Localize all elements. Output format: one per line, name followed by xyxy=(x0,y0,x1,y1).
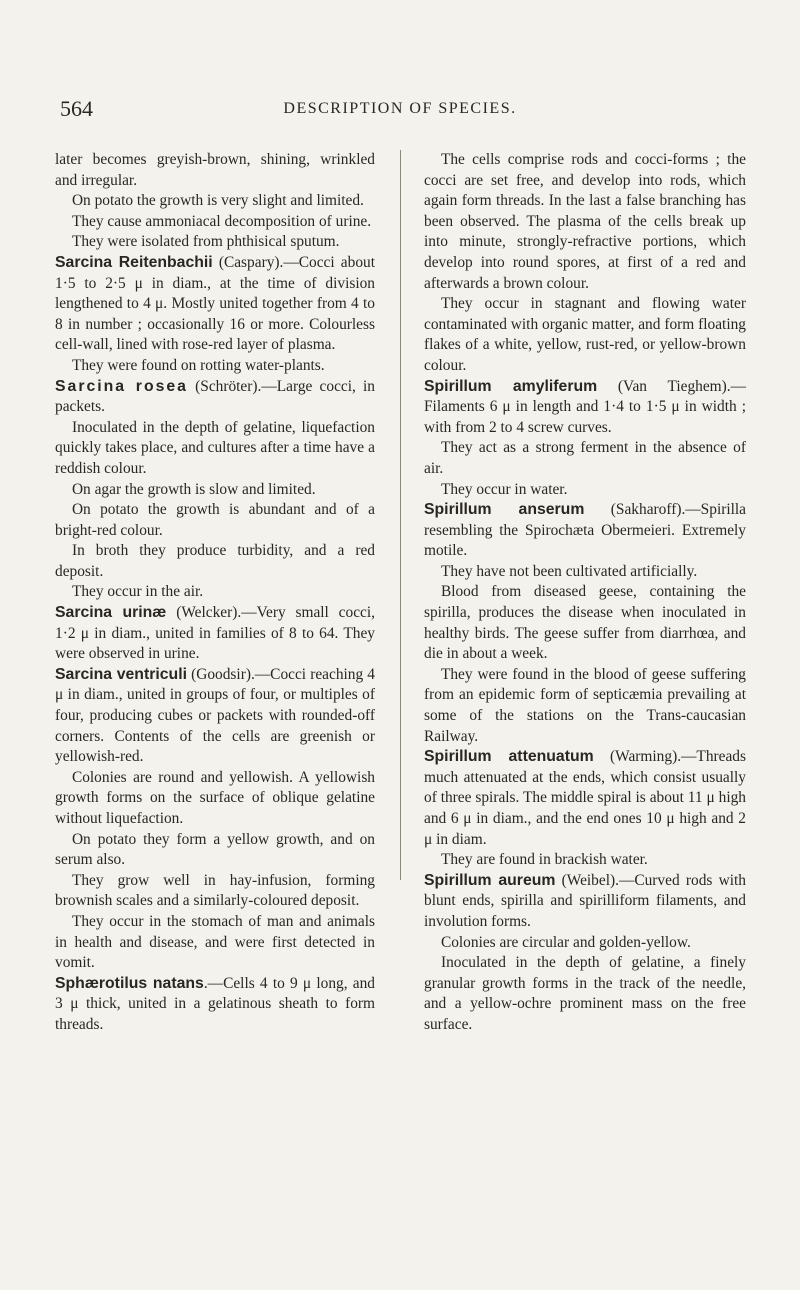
paragraph-text: They were found on rotting water-plants. xyxy=(71,356,325,374)
paragraph xyxy=(424,438,746,479)
species-entry xyxy=(55,665,375,768)
paragraph-text: They grow well in hay-infusion, forming brownish scales and a similarly-coloured deposit. xyxy=(55,871,375,910)
paragraph xyxy=(55,500,375,541)
species-name: Sarcina rosea xyxy=(55,377,188,395)
species-name: Sarcina ventriculi xyxy=(55,665,187,683)
running-head: DESCRIPTION OF SPECIES. xyxy=(283,100,517,117)
paragraph xyxy=(55,232,375,253)
paragraph-text: They occur in water. xyxy=(440,480,568,498)
paragraph xyxy=(424,582,746,664)
paragraph-text: (Caspary).—Cocci about 1·5 to 2·5 μ in diam., at the time of division lengthened to 4 μ. Mostly united together from 4 to 8 in number ; occasionally 16 or more. Colourless cell-wall, lined with rose-red layer of plasma. xyxy=(55,253,375,354)
paragraph-text: (Schröter).—Large cocci, in packets. xyxy=(55,377,375,416)
species-entry xyxy=(424,500,746,562)
paragraph xyxy=(55,912,375,974)
paragraph-text: They have not been cultivated artificially. xyxy=(440,562,698,580)
paragraph xyxy=(55,418,375,480)
paragraph-text: (Goodsir).—Cocci reaching 4 μ in diam., united in groups of four, or multiples of four, producing cubes or packets with rounded-off corners. Contents of the cells are greenish or yellowish-red. xyxy=(55,665,376,766)
paragraph xyxy=(55,541,375,582)
page-header xyxy=(60,96,740,126)
species-name: Sarcina urinæ xyxy=(55,604,167,622)
paragraph-text: Colonies are round and yellowish. A yellowish growth forms on the surface of oblique gelatine without liquefaction. xyxy=(55,768,375,827)
species-name: Sphærotilus natans xyxy=(55,974,204,992)
paragraph-text: Inoculated in the depth of gelatine, a finely granular growth forms in the track of the needle, and a yellow-ochre prominent mass on the free surface. xyxy=(424,954,746,1033)
paragraph xyxy=(424,480,746,501)
paragraph-text: In broth they produce turbidity, and a red deposit. xyxy=(55,542,375,580)
paragraph xyxy=(424,953,746,1035)
paragraph-text: (Van Tieghem).—Filaments 6 μ in length and 1·4 to 1·5 μ in width ; with from 2 to 4 screw curves. xyxy=(424,377,746,436)
paragraph-text: (Welcker).—Very small cocci, 1·2 μ in diam., united in families of 8 to 64. They were observed in urine. xyxy=(55,604,375,663)
paragraph-text: (Warming).—Threads much attenuated at the ends, which consist usually of three spirals. The middle spiral is about 11 μ high and 6 μ in diam., and the end ones 10 μ high and 2 μ in diam. xyxy=(424,748,746,848)
species-entry xyxy=(55,253,375,356)
paragraph xyxy=(424,150,746,294)
species-entry xyxy=(424,377,746,439)
paragraph-text: (Weibel).—Curved rods with blunt ends, spirilla and spirilliform filaments, and involution forms. xyxy=(424,871,746,930)
species-entry xyxy=(424,871,746,933)
paragraph-text: They were found in the blood of geese suffering from an epidemic form of septicæmia prevailing at some of the stations on the Trans-caucasian Railway. xyxy=(424,665,746,745)
species-entry xyxy=(55,377,375,418)
paragraph-text: They cause ammoniacal decomposition of urine. xyxy=(71,212,372,230)
paragraph-text: They are found in brackish water. xyxy=(440,851,648,869)
paragraph xyxy=(424,665,746,747)
paragraph-text: Colonies are circular and golden-yellow. xyxy=(440,933,691,951)
species-entry xyxy=(55,974,375,1036)
paragraph-text: later becomes greyish-brown, shining, wrinkled and irregular. xyxy=(55,151,375,189)
paragraph-text: On potato they form a yellow growth, and on serum also. xyxy=(55,830,375,869)
paragraph-text: They were isolated from phthisical sputum. xyxy=(71,233,340,251)
right-column xyxy=(424,150,746,1036)
paragraph-text: On potato the growth is abundant and of a bright-red colour. xyxy=(55,501,375,539)
paragraph-text: They occur in the air. xyxy=(71,583,204,601)
paragraph-text: .—Cells 4 to 9 μ long, and 3 μ thick, united in a gelatinous sheath to form threads. xyxy=(55,974,375,1033)
paragraph xyxy=(424,850,746,871)
species-name: Spirillum amyliferum xyxy=(424,377,598,395)
paragraph-text: Blood from diseased geese, containing the spirilla, produces the disease when inoculated in healthy birds. The geese suffer from diarrhœa, and die in about a week. xyxy=(424,583,746,663)
paragraph xyxy=(55,768,375,830)
species-name: Spirillum attenuatum xyxy=(424,748,594,766)
species-name: Spirillum aureum xyxy=(424,871,556,889)
paragraph xyxy=(55,871,375,912)
paragraph-text: They occur in the stomach of man and animals in health and disease, and were first detected in vomit. xyxy=(55,912,375,972)
species-name: Spirillum anserum xyxy=(424,501,585,519)
paragraph xyxy=(424,933,746,954)
paragraph-text: On potato the growth is very slight and limited. xyxy=(71,192,364,210)
paragraph xyxy=(55,212,375,233)
paragraph xyxy=(55,150,375,191)
paragraph xyxy=(424,294,746,376)
paragraph xyxy=(424,562,746,583)
paragraph-text: (Sakharoff).—Spirilla resembling the Spirochæta Obermeieri. Extremely motile. xyxy=(424,501,747,560)
paragraph xyxy=(55,356,375,377)
paragraph-text: They act as a strong ferment in the absence of air. xyxy=(424,439,746,477)
paragraph xyxy=(55,582,375,603)
paragraph xyxy=(55,480,375,501)
paragraph-text: Inoculated in the depth of gelatine, liquefaction quickly takes place, and cultures after a time have a reddish colour. xyxy=(55,418,375,477)
species-name: Sarcina Reitenbachii xyxy=(55,253,213,271)
column-divider xyxy=(400,150,401,880)
species-entry xyxy=(424,747,746,850)
species-entry xyxy=(55,603,375,665)
paragraph-text: On agar the growth is slow and limited. xyxy=(71,480,316,498)
left-column xyxy=(55,150,375,1036)
paragraph xyxy=(55,191,375,212)
paragraph-text: The cells comprise rods and cocci-forms ; the cocci are set free, and develop into rods, which again form threads. In the last a false branching has been observed. The plasma of the cells break up into minute, strongly-refractive portions, which develop into round spores, at first of a red and afterwards a brown colour. xyxy=(424,151,746,292)
paragraph xyxy=(55,830,375,871)
paragraph-text: They occur in stagnant and flowing water contaminated with organic matter, and form floating flakes of a white, yellow, rust-red, or yellow-brown colour. xyxy=(424,295,746,374)
page-number: 564 xyxy=(60,96,93,121)
